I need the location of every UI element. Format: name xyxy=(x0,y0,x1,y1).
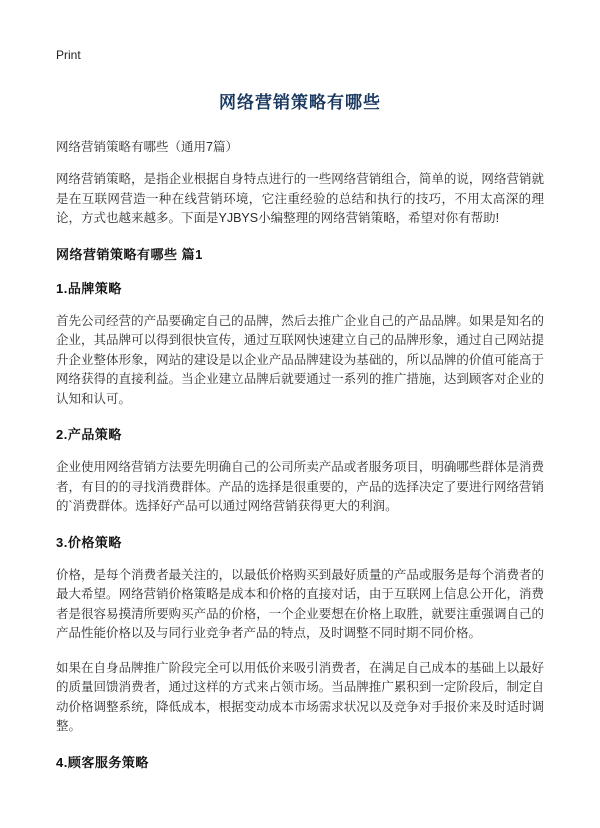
article-subtitle: 网络营销策略有哪些（通用7篇） xyxy=(56,140,238,154)
section-heading-product-strategy: 2.产品策略 xyxy=(56,427,122,442)
section-heading-brand-strategy: 1.品牌策略 xyxy=(56,280,122,296)
paragraph-product-strategy: 企业使用网络营销方法要先明确自己的公司所卖产品或者服务项目，明确哪些群体是消费者，有目的的寻找消费群体。产品的选择是很重要的，产品的选择决定了要进行网络营销的`消费群体。选择好产品可以通过网络营销获得更大的利润。 xyxy=(56,460,544,513)
paragraph-price-strategy-1: 价格，是每个消费者最关注的，以最低价格购买到最好质量的产品或服务是每个消费者的最大希望。网络营销价格策略是成本和价格的直接对话，由于互联网上信息公开化，消费者是很容易摸清所要购买产品的价格，一个企业要想在价格上取胜，就要注重强调自己的产品性能价格以及与同行业竞争者产品的特点，及时调整不同时期不同价格。 xyxy=(56,567,544,640)
print-link[interactable]: Print xyxy=(56,48,81,62)
section-heading-price-strategy: 3.价格策略 xyxy=(56,534,122,550)
paragraph-price-strategy-2: 如果在自身品牌推广阶段完全可以用低价来吸引消费者，在满足自己成本的基础上以最好的质量回馈消费者，通过这样的方式来占领市场。当品牌推广累积到一定阶段后，制定自动价格调整系统，降低成本，根据变动成本市场需求状况以及竞争对手报价来及时适时调整。 xyxy=(56,660,544,733)
article-intro-paragraph: 网络营销策略，是指企业根据自身特点进行的一些网络营销组合，简单的说，网络营销就是在互联网营造一种在线营销环境，它注重经验的总结和执行的技巧，不用太高深的理论，方式也越来越多。下面是YJBYS小编整理的网络营销策略，希望对你有帮助! xyxy=(56,172,544,225)
paragraph-brand-strategy: 首先公司经营的产品要确定自己的品牌，然后去推广企业自己的产品品牌。如果是知名的企业，其品牌可以得到很快宣传，通过互联网快速建立自己的品牌形象，通过自己网站提升企业整体形象，网站的建设是以企业产品品牌建设为基础的，所以品牌的价值可能高于网络获得的直接利益。当企业建立品牌后就要通过一系列的推广措施，达到顾客对企业的认知和认可。 xyxy=(56,313,544,406)
series-heading: 网络营销策略有哪些 篇1 xyxy=(56,246,203,262)
page-title: 网络营销策略有哪些 xyxy=(219,93,381,112)
section-heading-customer-service-strategy: 4.顾客服务策略 xyxy=(56,754,149,770)
